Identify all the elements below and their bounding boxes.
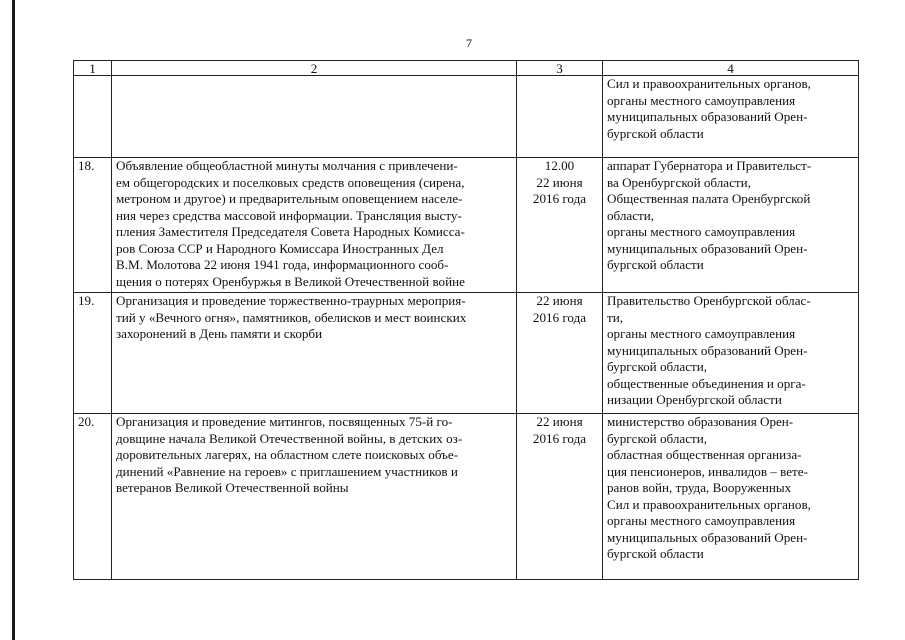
event-cell xyxy=(112,158,517,293)
text-line: органы местного самоуправления xyxy=(607,224,796,239)
text-line: Организация и проведение митингов, посвященных 75-й го- xyxy=(116,414,453,429)
text-line: Сил и правоохранительных органов, xyxy=(607,76,811,91)
text-line: Сил и правоохранительных органов, xyxy=(607,496,811,512)
text-line: бургской области xyxy=(607,125,704,141)
text-line: 2016 года xyxy=(532,309,587,325)
row-number: 20. xyxy=(74,414,112,580)
text-line: 2016 года xyxy=(532,430,587,446)
text-line: ранов войн, труда, Вооруженных xyxy=(607,480,792,495)
text-line: аппарат Губернатора и Правительст- xyxy=(607,158,812,173)
text-line: 2016 года xyxy=(532,191,587,206)
text-line: метроном и другое) и предварительным оповещением населе- xyxy=(116,191,463,206)
text-line: тий у «Вечного огня», памятников, обелисков и мест воинских xyxy=(116,309,467,325)
date-cell xyxy=(517,293,603,414)
date-cell xyxy=(517,158,603,293)
text-line: муниципальных образований Орен- xyxy=(607,342,808,358)
text-line: органы местного самоуправления xyxy=(607,92,796,108)
text-line: ция пенсионеров, инвалидов – вете- xyxy=(607,463,808,479)
text-line: Объявление общеобластной минуты молчания с привлечени- xyxy=(116,158,458,173)
text-line: довщине начала Великой Отечественной войны, в детских оз- xyxy=(116,430,463,446)
text-line: муниципальных образований Орен- xyxy=(607,109,808,124)
text-line: 22 июня xyxy=(536,174,583,190)
text-line: 12.00 xyxy=(544,158,575,173)
text-line: динений «Равнение на героев» с приглашением участников и xyxy=(116,463,458,479)
page-number: 7 xyxy=(466,36,472,50)
responsible-cell xyxy=(603,293,859,414)
header-col-3: 3 xyxy=(517,61,603,76)
responsible-cell xyxy=(603,414,859,580)
text-line: общественные объединения и орга- xyxy=(607,375,806,391)
responsible-cell xyxy=(603,76,859,158)
date-cell xyxy=(517,414,603,580)
text-line: бургской области, xyxy=(607,430,708,446)
text-line: ти, xyxy=(607,309,624,325)
events-table xyxy=(73,60,859,580)
scan-edge xyxy=(12,0,15,640)
text-line: ва Оренбургской области, xyxy=(607,174,751,190)
text-line: области, xyxy=(607,207,655,223)
header-row xyxy=(74,61,859,76)
text-line: захоронений в День памяти и скорби xyxy=(116,326,323,341)
date-cell xyxy=(517,76,603,158)
table-row xyxy=(74,158,859,293)
text-line: низации Оренбургской области xyxy=(607,392,782,407)
text-line: В.М. Молотова 22 июня 1941 года, информационного сооб- xyxy=(116,257,449,272)
text-line: органы местного самоуправления xyxy=(607,513,796,528)
text-line: муниципальных образований Орен- xyxy=(607,240,808,256)
text-line: ем общегородских и поселковых средств оповещения (сирена, xyxy=(116,174,465,190)
text-line: 22 июня xyxy=(536,414,583,429)
text-line: бургской области xyxy=(607,546,704,561)
header-col-1: 1 xyxy=(74,61,112,76)
responsible-cell xyxy=(603,158,859,293)
text-line: министерство образования Орен- xyxy=(607,414,794,429)
text-line: муниципальных образований Орен- xyxy=(607,529,808,545)
text-line: 22 июня xyxy=(536,293,583,308)
event-cell xyxy=(112,293,517,414)
text-line: ров Союза ССР и Народного Комиссара Иностранных Дел xyxy=(116,240,444,256)
text-line: органы местного самоуправления xyxy=(607,326,796,341)
row-number xyxy=(74,76,112,158)
text-line: ветеранов Великой Отечественной войны xyxy=(116,480,349,495)
text-line: щения о потерях Оренбуржья в Великой Отечественной войне xyxy=(116,273,465,289)
header-col-2: 2 xyxy=(112,61,517,76)
text-line: Организация и проведение торжественно-траурных мероприя- xyxy=(116,293,466,308)
table-row xyxy=(74,293,859,414)
text-line: доровительных лагерях, на областном слете поисковых объе- xyxy=(116,447,459,462)
row-number: 19. xyxy=(74,293,112,414)
table-row xyxy=(74,414,859,580)
continuation-row xyxy=(74,76,859,158)
text-line: пления Заместителя Председателя Совета Народных Комисса- xyxy=(116,224,465,239)
text-line: ния через средства массовой информации. Трансляция высту- xyxy=(116,207,462,223)
text-line: областная общественная организа- xyxy=(607,447,802,462)
text-line: бургской области xyxy=(607,257,704,272)
text-line: бургской области, xyxy=(607,359,708,374)
text-line: Правительство Оренбургской облас- xyxy=(607,293,811,308)
event-cell xyxy=(112,414,517,580)
event-cell xyxy=(112,76,517,158)
text-line: Общественная палата Оренбургской xyxy=(607,191,811,206)
row-number: 18. xyxy=(74,158,112,293)
header-col-4: 4 xyxy=(603,61,859,76)
